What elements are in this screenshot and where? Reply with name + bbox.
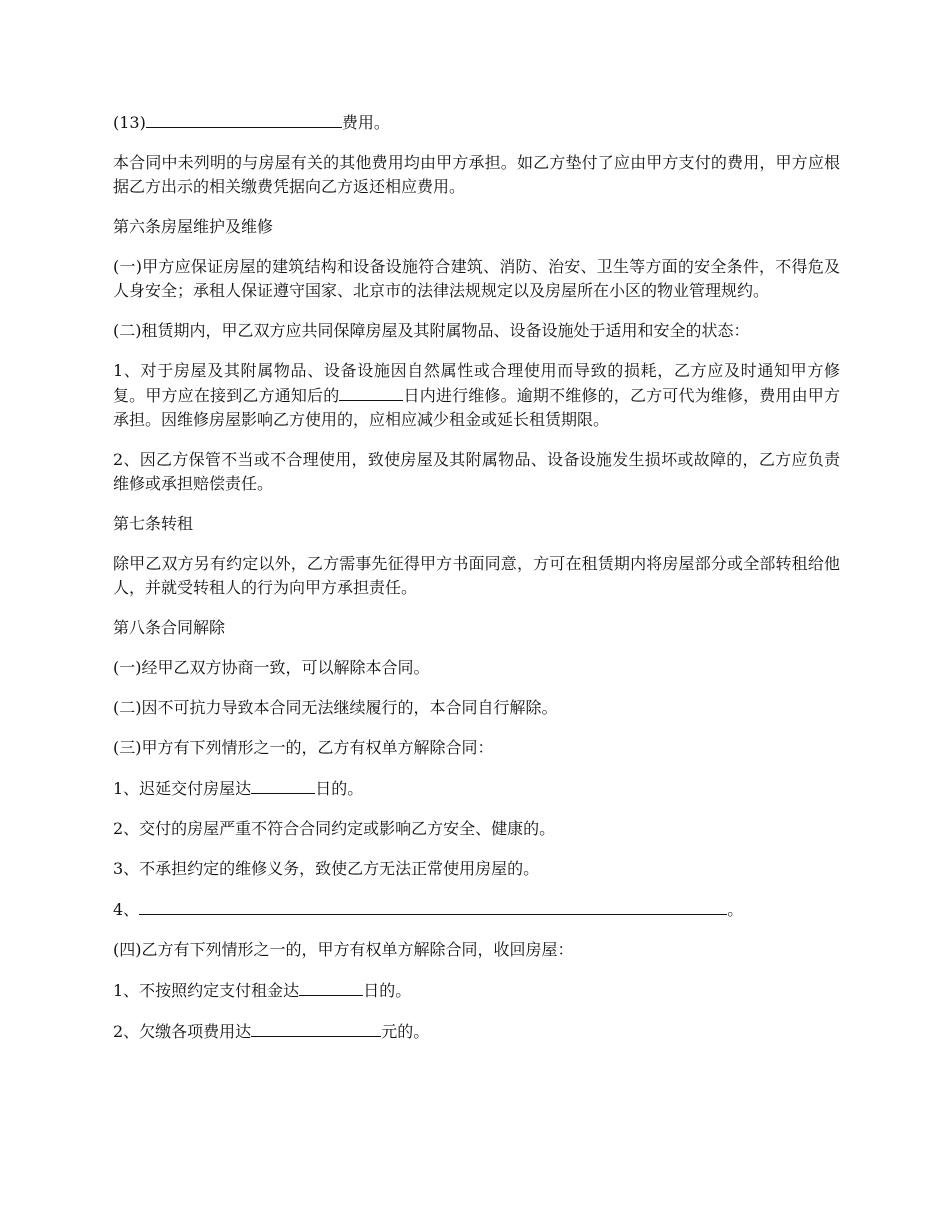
fill-in-blank[interactable]	[339, 383, 403, 401]
clause-text: 1、迟延交付房屋达	[113, 779, 252, 798]
clause-13-fee	[113, 110, 840, 135]
article-6-sub-1	[113, 359, 840, 432]
article-8-item-2: (二)因不可抗力导致本合同无法继续履行的，本合同自行解除。	[113, 698, 558, 717]
article-8-item-1: (一)经甲乙双方协商一致，可以解除本合同。	[113, 658, 430, 677]
article-7-body: 除甲乙双方另有约定以外，乙方需事先征得甲方书面同意，方可在租赁期内将房屋部分或全部转租给他人，并就受转租人的行为向甲方承担责任。	[113, 554, 840, 597]
clause-number: (13)	[113, 113, 146, 132]
article-8-item-3-sub-4	[113, 897, 840, 922]
article-8-item-4-sub-1	[113, 978, 840, 1003]
article-6-heading: 第六条房屋维护及维修	[113, 217, 274, 236]
article-8-heading: 第八条合同解除	[113, 618, 226, 637]
clause-text: 费用。	[341, 113, 390, 132]
other-fees-paragraph: 本合同中未列明的与房屋有关的其他费用均由甲方承担。如乙方垫付了应由甲方支付的费用，甲方应根据乙方出示的相关缴费凭据向乙方返还相应费用。	[113, 153, 840, 196]
article-6-sub-2: 2、因乙方保管不当或不合理使用，致使房屋及其附属物品、设备设施发生损坏或故障的，乙方应负责维修或承担赔偿责任。	[113, 450, 840, 493]
clause-text: 日的。	[315, 779, 364, 798]
document-page	[113, 110, 840, 1060]
fill-in-blank[interactable]	[139, 897, 727, 915]
article-7-heading: 第七条转租	[113, 514, 194, 533]
clause-text: 1、不按照约定支付租金达	[113, 981, 300, 1000]
article-8-item-4: (四)乙方有下列情形之一的，甲方有权单方解除合同，收回房屋：	[113, 940, 574, 959]
clause-text: 4、	[113, 900, 140, 919]
article-8-item-3-sub-2: 2、交付的房屋严重不符合合同约定或影响乙方安全、健康的。	[113, 819, 556, 838]
clause-text: 2、欠缴各项费用达	[113, 1022, 252, 1041]
article-8-item-3: (三)甲方有下列情形之一的，乙方有权单方解除合同：	[113, 738, 494, 757]
fill-in-blank[interactable]	[251, 1019, 381, 1037]
article-8-item-4-sub-2	[113, 1019, 840, 1044]
clause-text: 。	[727, 900, 744, 919]
fill-in-blank[interactable]	[251, 776, 315, 794]
fill-in-blank[interactable]	[146, 110, 342, 128]
clause-text: 日内进行维修。逾期不维修的，乙方可代为维修，费用由甲方承担。因维修房屋影响乙方使用的，应相应减少租金或延长租赁期限。	[113, 386, 840, 429]
article-8-item-3-sub-1	[113, 776, 840, 801]
fill-in-blank[interactable]	[299, 978, 363, 996]
article-6-item-2: (二)租赁期内，甲乙双方应共同保障房屋及其附属物品、设备设施处于适用和安全的状态：	[113, 321, 750, 340]
clause-text: 日的。	[363, 981, 412, 1000]
article-8-item-3-sub-3: 3、不承担约定的维修义务，致使乙方无法正常使用房屋的。	[113, 859, 540, 878]
clause-text: 元的。	[381, 1022, 430, 1041]
clause-text: 1、对于房屋及其附属物品、设备设施因自然属性或合理使用而导致的损耗，乙方应及时通知甲方修复。甲方应在接到乙方通知后的	[113, 361, 840, 405]
article-6-item-1: (一)甲方应保证房屋的建筑结构和设备设施符合建筑、消防、治安、卫生等方面的安全条件，不得危及人身安全；承租人保证遵守国家、北京市的法律法规规定以及房屋所在小区的物业管理规约。	[113, 257, 840, 300]
